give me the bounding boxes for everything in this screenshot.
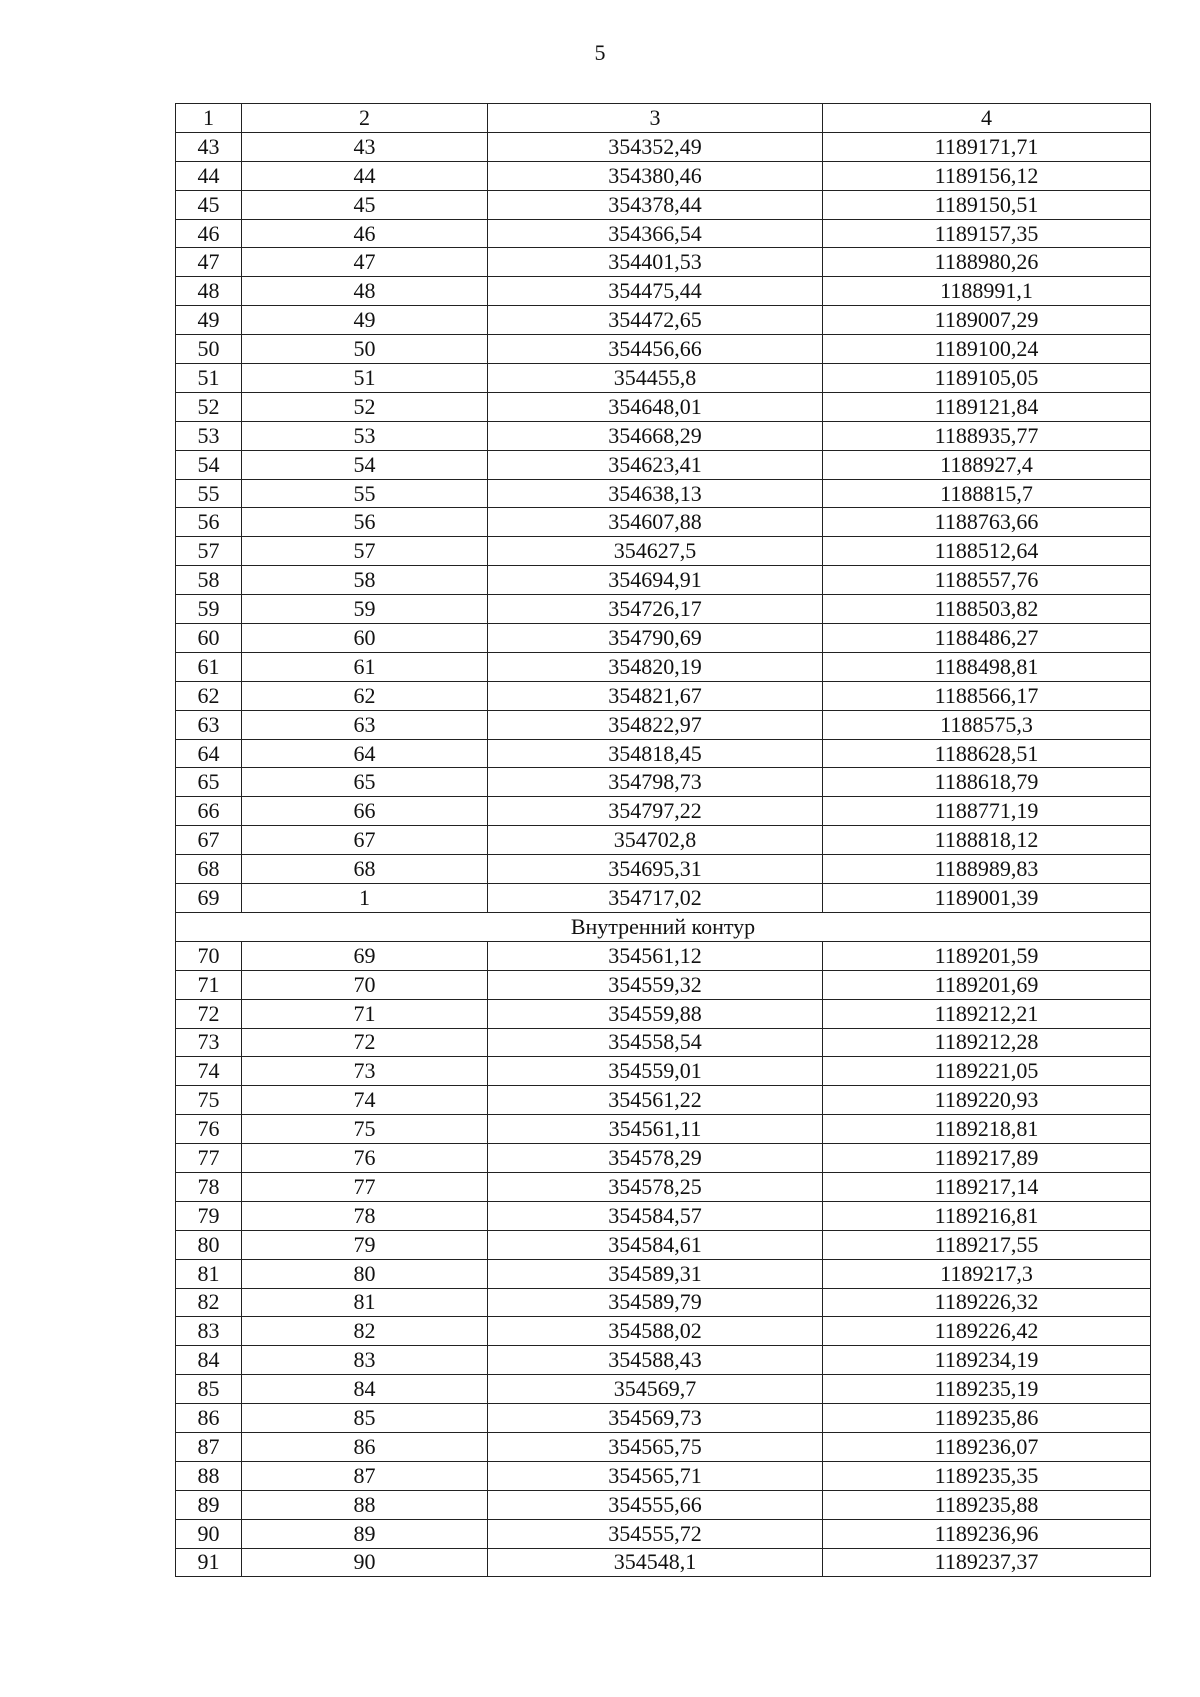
y-coordinate-cell: 1188815,7	[823, 479, 1151, 508]
y-coordinate-cell: 1189226,42	[823, 1317, 1151, 1346]
point-number-cell: 46	[242, 219, 488, 248]
table-row	[176, 1317, 1151, 1346]
y-coordinate-cell: 1189201,59	[823, 941, 1151, 970]
table-row	[176, 421, 1151, 450]
x-coordinate-cell: 354623,41	[488, 450, 823, 479]
table-row	[176, 681, 1151, 710]
row-number-cell: 71	[176, 970, 242, 999]
row-number-cell: 88	[176, 1461, 242, 1490]
table-row	[176, 652, 1151, 681]
x-coordinate-cell: 354561,11	[488, 1115, 823, 1144]
table-row	[176, 450, 1151, 479]
table-row	[176, 1028, 1151, 1057]
point-number-cell: 73	[242, 1057, 488, 1086]
point-number-cell: 44	[242, 161, 488, 190]
y-coordinate-cell: 1189218,81	[823, 1115, 1151, 1144]
y-coordinate-cell: 1189217,3	[823, 1259, 1151, 1288]
y-coordinate-cell: 1188486,27	[823, 624, 1151, 653]
point-number-cell: 76	[242, 1144, 488, 1173]
row-number-cell: 90	[176, 1519, 242, 1548]
x-coordinate-cell: 354820,19	[488, 652, 823, 681]
y-coordinate-cell: 1188927,4	[823, 450, 1151, 479]
x-coordinate-cell: 354401,53	[488, 248, 823, 277]
y-coordinate-cell: 1189236,96	[823, 1519, 1151, 1548]
x-coordinate-cell: 354578,25	[488, 1172, 823, 1201]
y-coordinate-cell: 1189235,19	[823, 1375, 1151, 1404]
table-row	[176, 970, 1151, 999]
point-number-cell: 48	[242, 277, 488, 306]
y-coordinate-cell: 1188575,3	[823, 710, 1151, 739]
row-number-cell: 46	[176, 219, 242, 248]
table-row	[176, 1490, 1151, 1519]
y-coordinate-cell: 1188935,77	[823, 421, 1151, 450]
y-coordinate-cell: 1188618,79	[823, 768, 1151, 797]
y-coordinate-cell: 1188763,66	[823, 508, 1151, 537]
y-coordinate-cell: 1188628,51	[823, 739, 1151, 768]
y-coordinate-cell: 1188771,19	[823, 797, 1151, 826]
y-coordinate-cell: 1189217,89	[823, 1144, 1151, 1173]
row-number-cell: 87	[176, 1432, 242, 1461]
row-number-cell: 64	[176, 739, 242, 768]
y-coordinate-cell: 1189226,32	[823, 1288, 1151, 1317]
y-coordinate-cell: 1189237,37	[823, 1548, 1151, 1577]
table-row	[176, 392, 1151, 421]
row-number-cell: 54	[176, 450, 242, 479]
x-coordinate-cell: 354569,7	[488, 1375, 823, 1404]
y-coordinate-cell: 1188980,26	[823, 248, 1151, 277]
table-row	[176, 884, 1151, 913]
x-coordinate-cell: 354352,49	[488, 132, 823, 161]
y-coordinate-cell: 1188512,64	[823, 537, 1151, 566]
section-row	[176, 912, 1151, 941]
point-number-cell: 67	[242, 826, 488, 855]
point-number-cell: 47	[242, 248, 488, 277]
row-number-cell: 52	[176, 392, 242, 421]
x-coordinate-cell: 354555,66	[488, 1490, 823, 1519]
table-header-row	[176, 104, 1151, 133]
x-coordinate-cell: 354559,01	[488, 1057, 823, 1086]
table-row	[176, 1230, 1151, 1259]
x-coordinate-cell: 354588,02	[488, 1317, 823, 1346]
y-coordinate-cell: 1189217,14	[823, 1172, 1151, 1201]
point-number-cell: 49	[242, 306, 488, 335]
y-coordinate-cell: 1189201,69	[823, 970, 1151, 999]
table-row	[176, 595, 1151, 624]
table-row	[176, 479, 1151, 508]
table-row	[176, 1519, 1151, 1548]
row-number-cell: 66	[176, 797, 242, 826]
row-number-cell: 74	[176, 1057, 242, 1086]
row-number-cell: 72	[176, 999, 242, 1028]
y-coordinate-cell: 1189212,21	[823, 999, 1151, 1028]
y-coordinate-cell: 1189221,05	[823, 1057, 1151, 1086]
row-number-cell: 58	[176, 566, 242, 595]
table-row	[176, 999, 1151, 1028]
y-coordinate-cell: 1188991,1	[823, 277, 1151, 306]
point-number-cell: 69	[242, 941, 488, 970]
x-coordinate-cell: 354584,57	[488, 1201, 823, 1230]
table-row	[176, 132, 1151, 161]
point-number-cell: 52	[242, 392, 488, 421]
x-coordinate-cell: 354627,5	[488, 537, 823, 566]
y-coordinate-cell: 1188557,76	[823, 566, 1151, 595]
table-row	[176, 161, 1151, 190]
row-number-cell: 51	[176, 364, 242, 393]
x-coordinate-cell: 354589,79	[488, 1288, 823, 1317]
point-number-cell: 88	[242, 1490, 488, 1519]
point-number-cell: 90	[242, 1548, 488, 1577]
x-coordinate-cell: 354694,91	[488, 566, 823, 595]
table-row	[176, 508, 1151, 537]
y-coordinate-cell: 1189171,71	[823, 132, 1151, 161]
y-coordinate-cell: 1189001,39	[823, 884, 1151, 913]
x-coordinate-cell: 354472,65	[488, 306, 823, 335]
table-row	[176, 1548, 1151, 1577]
x-coordinate-cell: 354555,72	[488, 1519, 823, 1548]
point-number-cell: 74	[242, 1086, 488, 1115]
row-number-cell: 61	[176, 652, 242, 681]
table-row	[176, 1461, 1151, 1490]
table-row	[176, 941, 1151, 970]
x-coordinate-cell: 354702,8	[488, 826, 823, 855]
point-number-cell: 81	[242, 1288, 488, 1317]
table-row	[176, 1288, 1151, 1317]
point-number-cell: 50	[242, 335, 488, 364]
y-coordinate-cell: 1189235,88	[823, 1490, 1151, 1519]
x-coordinate-cell: 354378,44	[488, 190, 823, 219]
point-number-cell: 89	[242, 1519, 488, 1548]
header-cell-col-3: 3	[488, 104, 823, 133]
point-number-cell: 68	[242, 855, 488, 884]
y-coordinate-cell: 1188498,81	[823, 652, 1151, 681]
x-coordinate-cell: 354668,29	[488, 421, 823, 450]
point-number-cell: 84	[242, 1375, 488, 1404]
table-row	[176, 1086, 1151, 1115]
row-number-cell: 91	[176, 1548, 242, 1577]
coordinates-table-body	[176, 104, 1151, 1577]
x-coordinate-cell: 354588,43	[488, 1346, 823, 1375]
row-number-cell: 73	[176, 1028, 242, 1057]
y-coordinate-cell: 1189236,07	[823, 1432, 1151, 1461]
row-number-cell: 86	[176, 1404, 242, 1433]
row-number-cell: 50	[176, 335, 242, 364]
row-number-cell: 70	[176, 941, 242, 970]
table-row	[176, 566, 1151, 595]
x-coordinate-cell: 354578,29	[488, 1144, 823, 1173]
row-number-cell: 53	[176, 421, 242, 450]
x-coordinate-cell: 354565,71	[488, 1461, 823, 1490]
table-row	[176, 1259, 1151, 1288]
y-coordinate-cell: 1189007,29	[823, 306, 1151, 335]
point-number-cell: 78	[242, 1201, 488, 1230]
table-row	[176, 1115, 1151, 1144]
point-number-cell: 83	[242, 1346, 488, 1375]
row-number-cell: 48	[176, 277, 242, 306]
x-coordinate-cell: 354366,54	[488, 219, 823, 248]
point-number-cell: 80	[242, 1259, 488, 1288]
y-coordinate-cell: 1189212,28	[823, 1028, 1151, 1057]
row-number-cell: 77	[176, 1144, 242, 1173]
table-row	[176, 1172, 1151, 1201]
y-coordinate-cell: 1188818,12	[823, 826, 1151, 855]
y-coordinate-cell: 1189150,51	[823, 190, 1151, 219]
x-coordinate-cell: 354589,31	[488, 1259, 823, 1288]
point-number-cell: 72	[242, 1028, 488, 1057]
point-number-cell: 86	[242, 1432, 488, 1461]
header-cell-col-1: 1	[176, 104, 242, 133]
point-number-cell: 59	[242, 595, 488, 624]
row-number-cell: 55	[176, 479, 242, 508]
y-coordinate-cell: 1188503,82	[823, 595, 1151, 624]
y-coordinate-cell: 1189235,35	[823, 1461, 1151, 1490]
y-coordinate-cell: 1189157,35	[823, 219, 1151, 248]
point-number-cell: 87	[242, 1461, 488, 1490]
table-row	[176, 248, 1151, 277]
header-cell-col-4: 4	[823, 104, 1151, 133]
x-coordinate-cell: 354558,54	[488, 1028, 823, 1057]
x-coordinate-cell: 354695,31	[488, 855, 823, 884]
point-number-cell: 45	[242, 190, 488, 219]
y-coordinate-cell: 1189216,81	[823, 1201, 1151, 1230]
point-number-cell: 60	[242, 624, 488, 653]
x-coordinate-cell: 354790,69	[488, 624, 823, 653]
table-row	[176, 277, 1151, 306]
table-row	[176, 335, 1151, 364]
coordinates-table	[175, 103, 1151, 1577]
row-number-cell: 60	[176, 624, 242, 653]
table-row	[176, 768, 1151, 797]
x-coordinate-cell: 354380,46	[488, 161, 823, 190]
point-number-cell: 56	[242, 508, 488, 537]
point-number-cell: 79	[242, 1230, 488, 1259]
row-number-cell: 78	[176, 1172, 242, 1201]
x-coordinate-cell: 354821,67	[488, 681, 823, 710]
point-number-cell: 63	[242, 710, 488, 739]
point-number-cell: 43	[242, 132, 488, 161]
row-number-cell: 47	[176, 248, 242, 277]
page-number: 5	[594, 40, 606, 65]
row-number-cell: 49	[176, 306, 242, 335]
row-number-cell: 79	[176, 1201, 242, 1230]
y-coordinate-cell: 1189217,55	[823, 1230, 1151, 1259]
point-number-cell: 64	[242, 739, 488, 768]
row-number-cell: 62	[176, 681, 242, 710]
row-number-cell: 65	[176, 768, 242, 797]
y-coordinate-cell: 1189121,84	[823, 392, 1151, 421]
y-coordinate-cell: 1189220,93	[823, 1086, 1151, 1115]
y-coordinate-cell: 1189156,12	[823, 161, 1151, 190]
x-coordinate-cell: 354818,45	[488, 739, 823, 768]
table-row	[176, 1375, 1151, 1404]
row-number-cell: 56	[176, 508, 242, 537]
point-number-cell: 77	[242, 1172, 488, 1201]
row-number-cell: 84	[176, 1346, 242, 1375]
header-cell-col-2: 2	[242, 104, 488, 133]
x-coordinate-cell: 354648,01	[488, 392, 823, 421]
x-coordinate-cell: 354569,73	[488, 1404, 823, 1433]
y-coordinate-cell: 1188566,17	[823, 681, 1151, 710]
row-number-cell: 82	[176, 1288, 242, 1317]
y-coordinate-cell: 1188989,83	[823, 855, 1151, 884]
row-number-cell: 75	[176, 1086, 242, 1115]
x-coordinate-cell: 354559,88	[488, 999, 823, 1028]
row-number-cell: 81	[176, 1259, 242, 1288]
table-row	[176, 739, 1151, 768]
row-number-cell: 63	[176, 710, 242, 739]
row-number-cell: 69	[176, 884, 242, 913]
table-row	[176, 1144, 1151, 1173]
x-coordinate-cell: 354717,02	[488, 884, 823, 913]
point-number-cell: 57	[242, 537, 488, 566]
x-coordinate-cell: 354565,75	[488, 1432, 823, 1461]
table-row	[176, 537, 1151, 566]
x-coordinate-cell: 354561,22	[488, 1086, 823, 1115]
table-row	[176, 1057, 1151, 1086]
point-number-cell: 53	[242, 421, 488, 450]
section-title: Внутренний контур	[176, 912, 1151, 941]
x-coordinate-cell: 354607,88	[488, 508, 823, 537]
point-number-cell: 75	[242, 1115, 488, 1144]
y-coordinate-cell: 1189105,05	[823, 364, 1151, 393]
table-row	[176, 190, 1151, 219]
row-number-cell: 76	[176, 1115, 242, 1144]
y-coordinate-cell: 1189234,19	[823, 1346, 1151, 1375]
table-row	[176, 1346, 1151, 1375]
x-coordinate-cell: 354726,17	[488, 595, 823, 624]
x-coordinate-cell: 354638,13	[488, 479, 823, 508]
row-number-cell: 68	[176, 855, 242, 884]
table-row	[176, 1404, 1151, 1433]
row-number-cell: 57	[176, 537, 242, 566]
row-number-cell: 85	[176, 1375, 242, 1404]
x-coordinate-cell: 354584,61	[488, 1230, 823, 1259]
point-number-cell: 1	[242, 884, 488, 913]
table-row	[176, 219, 1151, 248]
table-row	[176, 710, 1151, 739]
x-coordinate-cell: 354822,97	[488, 710, 823, 739]
point-number-cell: 51	[242, 364, 488, 393]
x-coordinate-cell: 354797,22	[488, 797, 823, 826]
x-coordinate-cell: 354456,66	[488, 335, 823, 364]
y-coordinate-cell: 1189235,86	[823, 1404, 1151, 1433]
x-coordinate-cell: 354559,32	[488, 970, 823, 999]
point-number-cell: 70	[242, 970, 488, 999]
point-number-cell: 65	[242, 768, 488, 797]
x-coordinate-cell: 354475,44	[488, 277, 823, 306]
row-number-cell: 89	[176, 1490, 242, 1519]
table-row	[176, 1201, 1151, 1230]
row-number-cell: 80	[176, 1230, 242, 1259]
row-number-cell: 44	[176, 161, 242, 190]
table-row	[176, 364, 1151, 393]
point-number-cell: 85	[242, 1404, 488, 1433]
point-number-cell: 62	[242, 681, 488, 710]
point-number-cell: 82	[242, 1317, 488, 1346]
point-number-cell: 54	[242, 450, 488, 479]
row-number-cell: 59	[176, 595, 242, 624]
point-number-cell: 55	[242, 479, 488, 508]
y-coordinate-cell: 1189100,24	[823, 335, 1151, 364]
point-number-cell: 71	[242, 999, 488, 1028]
row-number-cell: 43	[176, 132, 242, 161]
table-row	[176, 855, 1151, 884]
table-row	[176, 797, 1151, 826]
x-coordinate-cell: 354798,73	[488, 768, 823, 797]
row-number-cell: 45	[176, 190, 242, 219]
x-coordinate-cell: 354455,8	[488, 364, 823, 393]
x-coordinate-cell: 354548,1	[488, 1548, 823, 1577]
table-row	[176, 624, 1151, 653]
point-number-cell: 58	[242, 566, 488, 595]
row-number-cell: 83	[176, 1317, 242, 1346]
x-coordinate-cell: 354561,12	[488, 941, 823, 970]
table-row	[176, 826, 1151, 855]
point-number-cell: 61	[242, 652, 488, 681]
table-row	[176, 1432, 1151, 1461]
row-number-cell: 67	[176, 826, 242, 855]
table-row	[176, 306, 1151, 335]
point-number-cell: 66	[242, 797, 488, 826]
